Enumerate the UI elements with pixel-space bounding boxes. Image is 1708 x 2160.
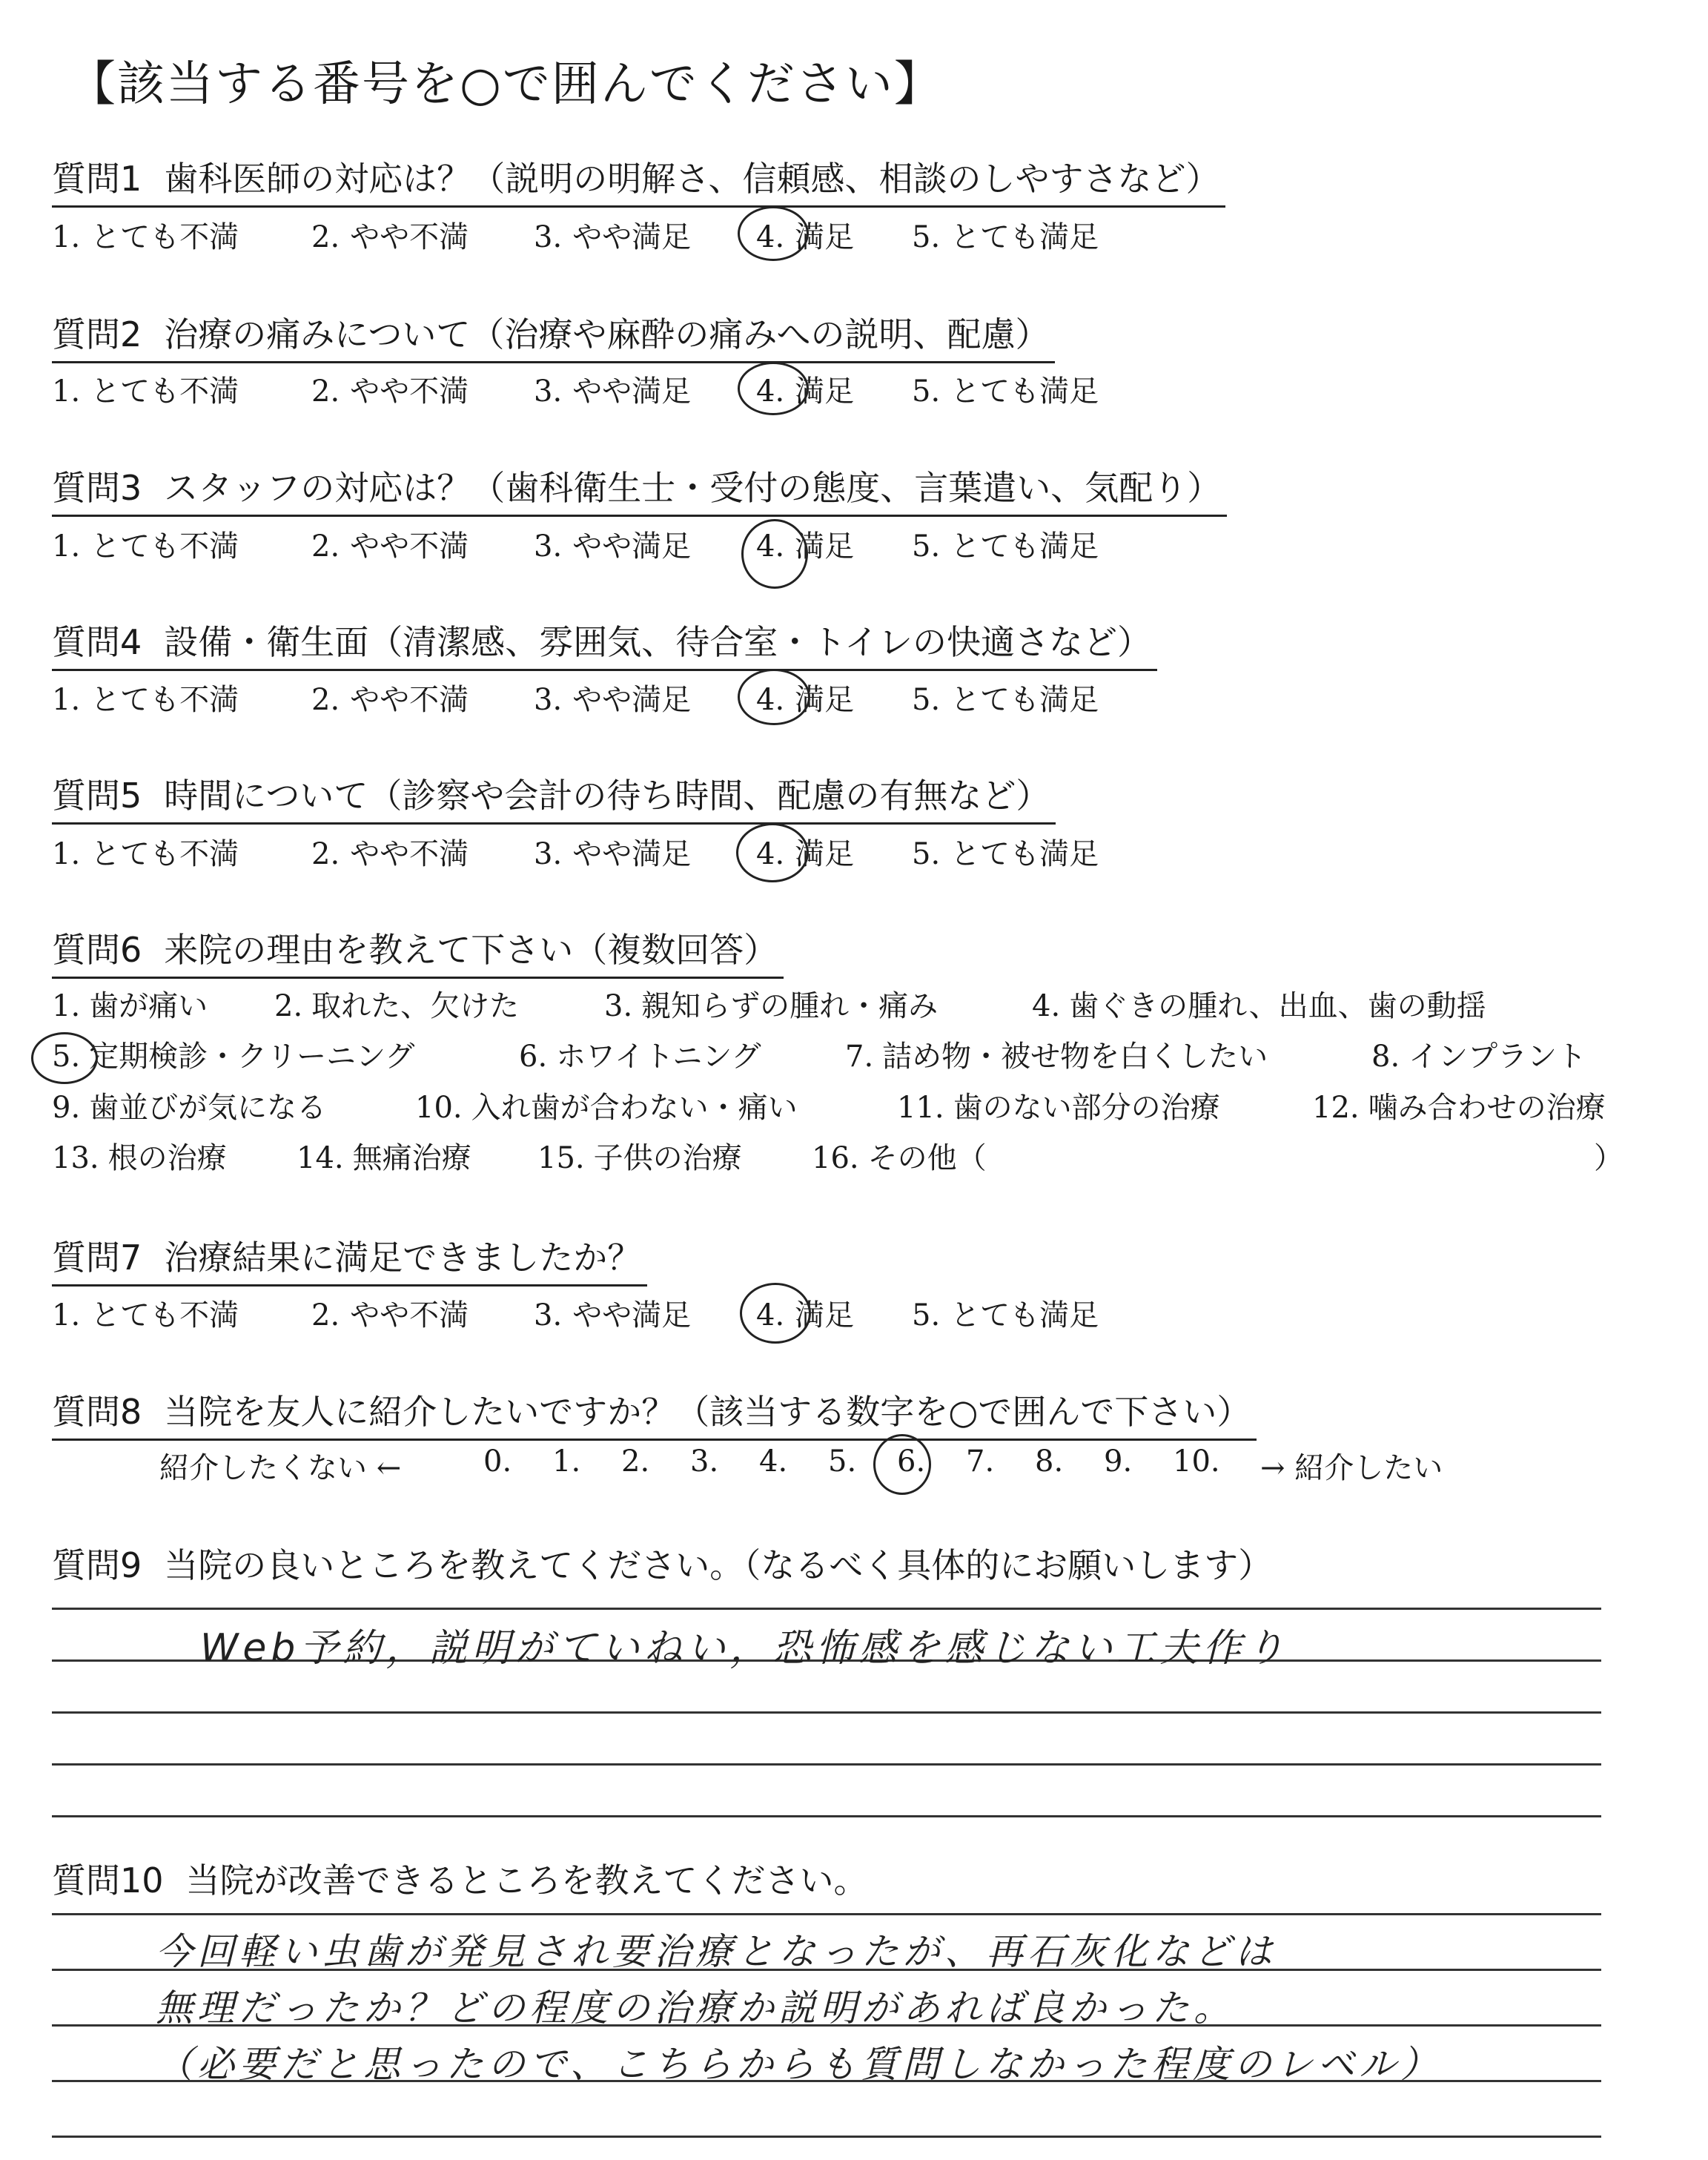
option-1[interactable]: 1. とても不満 bbox=[52, 374, 239, 409]
question-3-title bbox=[52, 461, 1227, 517]
question-label: 質問10 bbox=[52, 1860, 164, 1900]
option-3[interactable]: 3. やや満足 bbox=[534, 837, 692, 871]
reason-11[interactable]: 11. 歯のない部分の治療 bbox=[897, 1091, 1220, 1125]
answer-line bbox=[52, 1815, 1601, 1817]
question-text: 歯科医師の対応は？（説明の明解さ、信頼感、相談のしやすさなど） bbox=[164, 159, 1220, 199]
option-4[interactable]: 4. 満足 bbox=[756, 683, 855, 717]
recommend-7[interactable]: 7. bbox=[966, 1444, 995, 1479]
reason-other-close: ） bbox=[1594, 1141, 1623, 1175]
recommend-2[interactable]: 2. bbox=[621, 1444, 650, 1479]
option-1[interactable]: 1. とても不満 bbox=[52, 1298, 239, 1332]
answer-line bbox=[52, 1763, 1601, 1766]
answer-10-line-2: 無理だったか？どの程度の治療か説明があれば良かった。 bbox=[156, 1986, 1235, 2029]
recommend-8[interactable]: 8. bbox=[1035, 1444, 1064, 1479]
recommend-5[interactable]: 5. bbox=[828, 1444, 857, 1479]
reason-1[interactable]: 1. 歯が痛い bbox=[52, 989, 208, 1023]
recommend-10[interactable]: 10. bbox=[1173, 1444, 1220, 1479]
question-label: 質問7 bbox=[52, 1238, 142, 1278]
question-10-title bbox=[52, 1854, 874, 1907]
answer-line bbox=[52, 1711, 1601, 1714]
option-2[interactable]: 2. やや不満 bbox=[311, 683, 469, 717]
reason-2[interactable]: 2. 取れた、欠けた bbox=[274, 989, 520, 1023]
question-text: 治療の痛みについて（治療や麻酔の痛みへの説明、配慮） bbox=[164, 314, 1050, 354]
question-text: 治療結果に満足できましたか？ bbox=[164, 1238, 642, 1278]
question-text: スタッフの対応は？（歯科衛生士・受付の態度、言葉遣い、気配り） bbox=[164, 468, 1222, 508]
question-9-title bbox=[52, 1539, 1278, 1592]
option-4[interactable]: 4. 満足 bbox=[756, 1298, 855, 1332]
reason-8[interactable]: 8. インプラント bbox=[1371, 1040, 1587, 1074]
option-2[interactable]: 2. やや不満 bbox=[311, 529, 469, 564]
question-4-title bbox=[52, 615, 1157, 671]
question-label: 質問6 bbox=[52, 930, 142, 970]
question-label: 質問5 bbox=[52, 776, 142, 816]
recommend-right-label: → 紹介したい bbox=[1260, 1451, 1443, 1485]
option-1[interactable]: 1. とても不満 bbox=[52, 529, 239, 564]
reason-5[interactable]: 5. 定期検診・クリーニング bbox=[52, 1040, 415, 1074]
reason-14[interactable]: 14. 無痛治療 bbox=[297, 1141, 471, 1175]
question-6-title bbox=[52, 923, 784, 979]
answer-line bbox=[52, 1913, 1601, 1915]
recommend-6[interactable]: 6. bbox=[897, 1444, 926, 1479]
option-1[interactable]: 1. とても不満 bbox=[52, 220, 239, 254]
question-8-title bbox=[52, 1385, 1257, 1441]
question-label: 質問4 bbox=[52, 622, 142, 662]
reason-7[interactable]: 7. 詰め物・被せ物を白くしたい bbox=[845, 1040, 1268, 1074]
question-text: 当院が改善できるところを教えてください。 bbox=[185, 1860, 868, 1900]
selection-circle bbox=[31, 1032, 98, 1084]
reason-13[interactable]: 13. 根の治療 bbox=[52, 1141, 227, 1175]
option-2[interactable]: 2. やや不満 bbox=[311, 220, 469, 254]
question-2-title bbox=[52, 308, 1055, 363]
question-label: 質問1 bbox=[52, 159, 142, 199]
selection-circle bbox=[738, 206, 809, 261]
recommend-left-label: 紹介したくない ← bbox=[159, 1451, 402, 1485]
selection-circle bbox=[738, 669, 810, 725]
page-header: 【該当する番号を○で囲んでください】 bbox=[68, 57, 943, 112]
option-4[interactable]: 4. 満足 bbox=[756, 374, 855, 409]
reason-3[interactable]: 3. 親知らずの腫れ・痛み bbox=[604, 989, 939, 1023]
option-4[interactable]: 4. 満足 bbox=[756, 220, 855, 254]
question-text: 来院の理由を教えて下さい（複数回答） bbox=[164, 930, 778, 970]
question-label: 質問9 bbox=[52, 1545, 142, 1585]
question-label: 質問3 bbox=[52, 468, 142, 508]
recommend-1[interactable]: 1. bbox=[552, 1444, 581, 1479]
reason-6[interactable]: 6. ホワイトニング bbox=[519, 1040, 761, 1074]
option-3[interactable]: 3. やや満足 bbox=[534, 683, 692, 717]
reason-4[interactable]: 4. 歯ぐきの腫れ、出血、歯の動揺 bbox=[1032, 989, 1486, 1023]
option-5[interactable]: 5. とても満足 bbox=[912, 529, 1099, 564]
option-4[interactable]: 4. 満足 bbox=[756, 529, 855, 564]
selection-circle bbox=[738, 362, 809, 415]
option-2[interactable]: 2. やや不満 bbox=[311, 374, 469, 409]
question-text: 設備・衛生面（清潔感、雰囲気、待合室・トイレの快適さなど） bbox=[164, 622, 1151, 662]
reason-15[interactable]: 15. 子供の治療 bbox=[537, 1141, 742, 1175]
selection-circle bbox=[736, 823, 809, 882]
option-5[interactable]: 5. とても満足 bbox=[912, 1298, 1099, 1332]
question-text: 当院を友人に紹介したいですか？（該当する数字を○で囲んで下さい） bbox=[164, 1392, 1251, 1432]
question-5-title bbox=[52, 769, 1056, 825]
question-1-title bbox=[52, 152, 1225, 208]
question-text: 当院の良いところを教えてください。（なるべく具体的にお願いします） bbox=[164, 1545, 1273, 1585]
option-5[interactable]: 5. とても満足 bbox=[912, 220, 1099, 254]
option-3[interactable]: 3. やや満足 bbox=[534, 529, 692, 564]
option-2[interactable]: 2. やや不満 bbox=[311, 837, 469, 871]
question-text: 時間について（診察や会計の待ち時間、配慮の有無など） bbox=[164, 776, 1050, 816]
option-3[interactable]: 3. やや満足 bbox=[534, 220, 692, 254]
recommend-9[interactable]: 9. bbox=[1104, 1444, 1133, 1479]
recommend-4[interactable]: 4. bbox=[759, 1444, 788, 1479]
question-label: 質問8 bbox=[52, 1392, 142, 1432]
option-2[interactable]: 2. やや不満 bbox=[311, 1298, 469, 1332]
reason-10[interactable]: 10. 入れ歯が合わない・痛い bbox=[415, 1091, 798, 1125]
question-label: 質問2 bbox=[52, 314, 142, 354]
option-5[interactable]: 5. とても満足 bbox=[912, 374, 1099, 409]
option-4[interactable]: 4. 満足 bbox=[756, 837, 855, 871]
option-3[interactable]: 3. やや満足 bbox=[534, 374, 692, 409]
reason-9[interactable]: 9. 歯並びが気になる bbox=[52, 1091, 327, 1125]
answer-line bbox=[52, 2136, 1601, 2138]
answer-9-handwriting: Web予約，説明がていねい，恐怖感を感じない工夫作り bbox=[200, 1626, 1289, 1671]
selection-circle bbox=[740, 1283, 811, 1344]
question-7-title bbox=[52, 1231, 647, 1287]
option-5[interactable]: 5. とても満足 bbox=[912, 683, 1099, 717]
reason-16[interactable]: 16. その他（ bbox=[812, 1141, 987, 1175]
answer-line bbox=[52, 1608, 1601, 1610]
selection-circle bbox=[741, 519, 808, 589]
option-1[interactable]: 1. とても不満 bbox=[52, 837, 239, 871]
option-5[interactable]: 5. とても満足 bbox=[912, 837, 1099, 871]
recommend-3[interactable]: 3. bbox=[690, 1444, 719, 1479]
selection-circle bbox=[873, 1434, 931, 1495]
answer-10-line-1: 今回軽い虫歯が発見され要治療となったが、再石灰化などは bbox=[156, 1930, 1277, 1973]
reason-12[interactable]: 12. 噛み合わせの治療 bbox=[1312, 1091, 1606, 1125]
recommend-0[interactable]: 0. bbox=[483, 1444, 512, 1479]
option-1[interactable]: 1. とても不満 bbox=[52, 683, 239, 717]
option-3[interactable]: 3. やや満足 bbox=[534, 1298, 692, 1332]
answer-10-line-3: （必要だと思ったので、こちらからも質問しなかった程度のレベル） bbox=[156, 2043, 1442, 2086]
